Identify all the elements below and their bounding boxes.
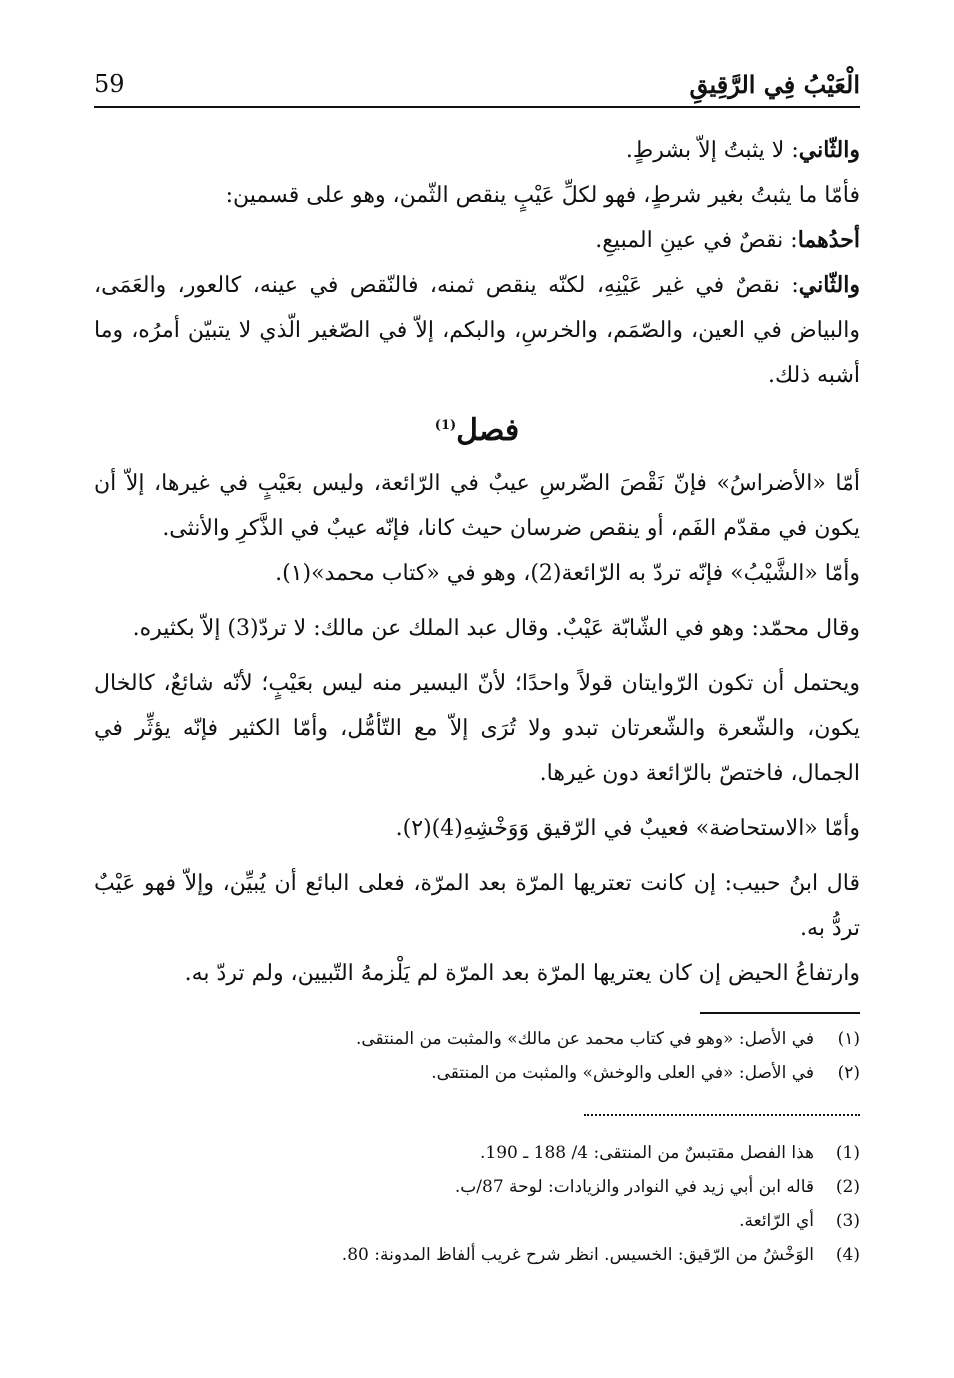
paragraph	[94, 173, 860, 218]
footnote-number: (3)	[835, 1211, 860, 1231]
paragraph-text: وأمّا «الاستحاضة» فعيبٌ في الرّقيق وَوَخْشِهِ(4)(٢).	[395, 816, 860, 841]
footnote-rule	[700, 1012, 860, 1014]
paragraph-text: وأمّا «الشَّيْبُ» فإنّه تردّ به الرّائعة(2)، وهو في «كتاب محمد»(١).	[275, 561, 860, 586]
footnote-text: هذا الفصل مقتبسٌ من المنتقى: 4/ 188 ـ 190.	[479, 1143, 814, 1163]
paragraph-label: والثّاني	[798, 272, 860, 298]
paragraph	[94, 461, 860, 551]
paragraph	[94, 661, 860, 796]
paragraph	[94, 951, 860, 996]
footnote-text: الوَخْشُ من الرّقيق: الخسيس. انظر شرح غريب ألفاظ المدونة: 80.	[341, 1245, 814, 1265]
footnote	[94, 1136, 860, 1170]
footnote	[94, 1170, 860, 1204]
footnote-number: (2)	[835, 1177, 860, 1197]
footnote-number: (٢)	[837, 1063, 860, 1083]
paragraph-text: وقال محمّد: وهو في الشّابّة عَيْبٌ. وقال عبد الملك عن مالك: لا تردّ(3) إلاّ بكثيره.	[132, 616, 860, 641]
footnote	[94, 1238, 860, 1272]
paragraph-text: : لا يثبتُ إلاّ بشرطٍ.	[625, 138, 799, 163]
footnote-number: (١)	[837, 1029, 860, 1049]
paragraph-label: والثّاني	[798, 137, 860, 163]
footnote-text: في الأصل: «في العلى والوخش» والمثبت من المنتقى.	[431, 1063, 814, 1083]
paragraph	[94, 551, 860, 596]
paragraph-text: : نقصٌ في عينِ المبيعِ.	[595, 228, 798, 253]
footnote	[94, 1056, 860, 1090]
footnote-text: في الأصل: «وهو في كتاب محمد عن مالك» والمثبت من المنتقى.	[355, 1029, 814, 1049]
footnote-number: (4)	[835, 1245, 860, 1265]
section-heading-text: فصل	[456, 413, 520, 448]
header-rule	[94, 106, 860, 108]
footnotes-editorial	[94, 1022, 860, 1090]
footnotes-sources	[94, 1136, 860, 1272]
footnote-text: قاله ابن أبي زيد في النوادر والزيادات: لوحة 87/ب.	[454, 1177, 814, 1197]
paragraph	[94, 861, 860, 951]
section-heading	[94, 402, 860, 455]
paragraph-text: وارتفاعُ الحيض إن كان يعتريها المرّة بعد المرّة لم يَلْزمهُ التّبيين، ولم تردّ به.	[184, 961, 860, 986]
paragraph-text: قال ابنُ حبيب: إن كانت تعتريها المرّة بعد المرّة، فعلى البائع أن يُبيِّن، وإلاّ فهو عَيْبٌ تردُّ به.	[94, 871, 860, 941]
footnote-dotted-rule	[584, 1114, 860, 1116]
paragraph-text: ويحتمل أن تكون الرّوايتان قولاً واحدًا؛ لأنّ اليسير منه ليس بعَيْبٍ؛ لأنّه شائعٌ، كالخال يكون، والشّعرة والشّعرتان تبدو ولا تُرَى إلاّ مع التّأمُّل، وأمّا الكثير فإنّه يؤثِّر في الجمال، فاختصّ بالرّائعة دون غيرها.	[94, 671, 860, 786]
paragraph-label: أحدُهما	[797, 227, 860, 253]
paragraph	[94, 218, 860, 263]
paragraph-text: : نقصٌ في غير عَيْنِهِ، لكنّه ينقص ثمنه، فالنّقص في عينه، كالعور، والعَمَى، والبياض في العين، والصّمَم، والخرسِ، والبكم، إلاّ في الصّغير الّذي لا يتبيّن أمرُه، وما أشبه ذلك.	[94, 273, 860, 388]
main-text	[94, 128, 860, 996]
running-title: الْعَيْبُ فِي الرَّقِيقِ	[689, 70, 860, 99]
paragraph-text: فأمّا ما يثبتُ بغير شرطٍ، فهو لكلِّ عَيْبٍ ينقص الثّمن، وهو على قسمين:	[225, 183, 860, 208]
paragraph-text: أمّا «الأضراسُ» فإنّ نَقْصَ الضّرسِ عيبٌ في الرّائعة، وليس بعَيْبٍ في غيرها، إلاّ أن يكون في مقدّم الفَم، أو ينقص ضرسان حيث كانا، فإنّه عيبٌ في الذَّكرِ والأنثى.	[94, 471, 860, 541]
page-header	[94, 66, 860, 106]
footnote-ref: (1)	[434, 418, 457, 433]
page-number: 59	[94, 70, 125, 98]
footnote-number: (1)	[835, 1143, 860, 1163]
footnote	[94, 1022, 860, 1056]
paragraph	[94, 128, 860, 173]
footnote	[94, 1204, 860, 1238]
paragraph	[94, 806, 860, 851]
footnote-text: أي الرّائعة.	[739, 1211, 814, 1231]
paragraph	[94, 606, 860, 651]
paragraph	[94, 263, 860, 398]
